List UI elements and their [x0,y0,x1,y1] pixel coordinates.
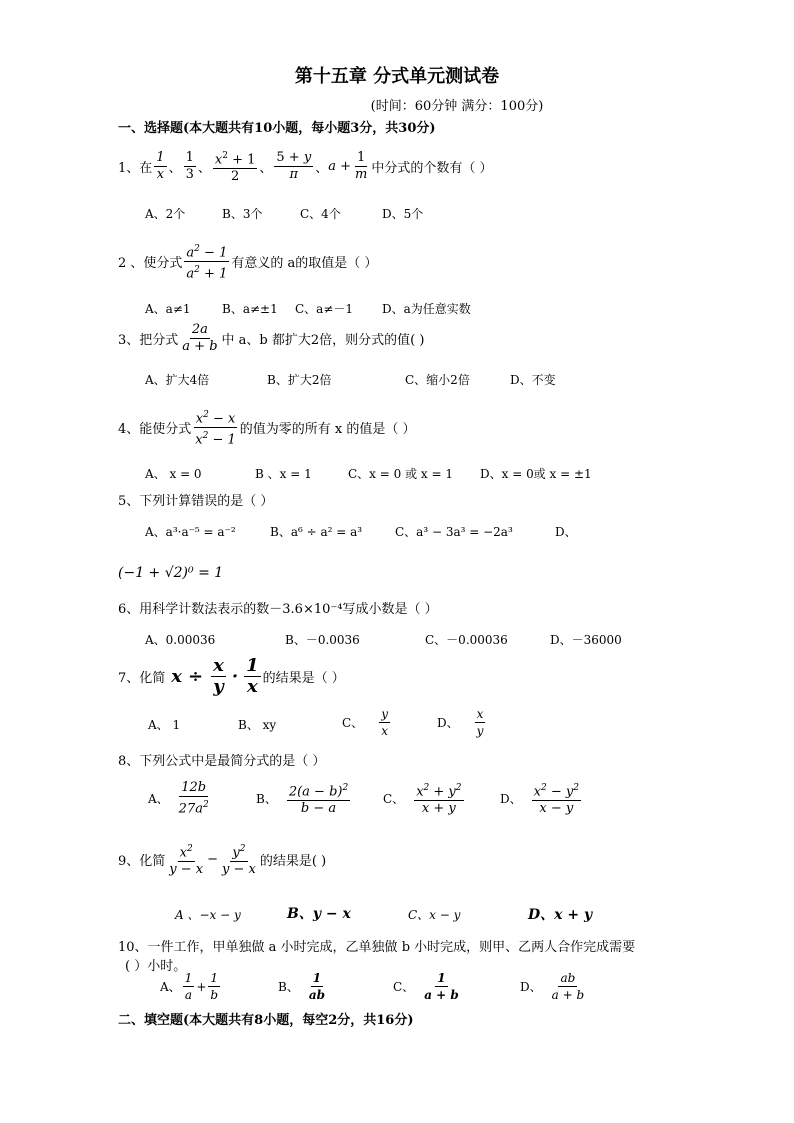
q4-option-b: B 、x = 1 [255,467,312,481]
question-7-suffix: 的结果是（ ） [262,671,345,686]
question-4 [118,407,416,449]
fraction-1-over-m: $\frac{1}{m}$ [355,150,368,183]
q8-option-d: D、 $\frac{x^2 - y^2}{x - y}$ [500,780,583,817]
q10-option-a: A、 $\frac{1}{a}$ + $\frac{1}{b}$ [160,971,219,1002]
question-1-suffix: 中分式的个数有（ ） [371,161,493,177]
question-2 [118,241,377,283]
q5-option-d: D、 [555,525,577,539]
q1-option-c: C、4个 [300,207,341,221]
q4-option-d: D、x = 0或 x = ±1 [480,467,592,481]
question-9-suffix: 的结果是( ) [259,854,327,870]
q3-option-a: A、扩大4倍 [145,373,210,387]
q1-option-b: B、3个 [222,207,263,221]
q10-option-c: C、 $\frac{1}{a + b}$ [393,971,459,1002]
q7-option-b: B、 xy [238,718,277,732]
q3-option-c: C、缩小2倍 [405,373,470,387]
q10-option-b: B、 $\frac{1}{ab}$ [278,971,325,1002]
fraction-x2minusx-over-x2minus1: $\frac{x^2 - x}{x^2 - 1}$ [193,407,238,449]
question-3-prefix: 3、把分式 [118,333,179,348]
question-7-prefix: 7、化简 [118,671,166,686]
q8-option-a: A、 $\frac{12b}{27a^2}$ [148,780,209,817]
q1-option-d: D、5个 [382,207,424,221]
exam-info: (时间：60分钟 满分：100分) [370,99,544,114]
question-2-prefix: 2 、使分式 [118,256,183,272]
q6-option-d: D、－36000 [550,633,622,647]
q6-option-a: A、0.00036 [145,633,216,647]
fraction-5plusy-over-pi: $\frac{5 + y}{\pi}$ [276,150,312,183]
q9-option-b: B、y − x [287,906,351,922]
q2-option-d: D、a为任意实数 [382,302,471,316]
fraction-1-over-x: $\frac{1}{x}$ [156,150,165,183]
q9-option-a: A 、−x − y [175,908,241,922]
fraction-1-over-x-bold: $\frac{1}{x}$ [246,655,259,697]
question-1-prefix: 1、在 [118,161,153,177]
question-9: 9、化简 $\frac{x^2}{y - x}$ − $\frac{y^2}{y - x}$ 的结果是( ) [118,841,326,878]
q6-option-c: C、－0.00036 [425,633,508,647]
q8-option-b: B、 $\frac{2(a - b)^2}{b - a}$ [256,780,352,817]
q2-option-b: B、a≠±1 [222,302,278,316]
q6-option-b: B、－0.0036 [285,633,360,647]
question-7: 7、化简 x ÷ $\frac{x}{y}$ · $\frac{1}{x}$ 的结果是（ ） [118,655,345,697]
q9-option-d: D、x + y [528,907,593,923]
fraction-2a-over-aplusb: $\frac{2a}{a + b}$ [182,322,218,354]
section-2-heading: 二、填空题(本大题共有8小题，每空2分，共16分) [118,1013,414,1028]
section-1-heading: 一、选择题(本大题共有10小题，每小题3分，共30分) [118,121,436,136]
question-10-line-1: 10、一件工作，甲单独做 a 小时完成，乙单独做 b 小时完成，则甲、乙两人合作完成需要 [118,940,636,955]
q2-option-a: A、a≠1 [145,302,191,316]
q2-option-c: C、a≠－1 [295,302,354,316]
question-9-prefix: 9、化简 [118,854,166,870]
fraction-a2minus1-over-a2plus1: $\frac{a^2 - 1}{a^2 + 1}$ [184,241,229,283]
fraction-x2plus1-over-2: $\frac{x^2 + 1}{2}$ [213,148,258,185]
fraction-y2-over-yminusx: $\frac{y^2}{y - x}$ [220,841,258,878]
q5-option-c: C、a³ − 3a³ = −2a³ [395,525,513,539]
q5-option-b: B、a⁶ ÷ a² = a³ [270,525,363,539]
q3-option-d: D、不变 [510,373,556,387]
q9-option-c: C、x − y [408,908,461,922]
q1-option-a: A、2个 [145,207,186,221]
q4-option-c: C、x = 0 或 x = 1 [348,467,453,481]
question-5: 5、下列计算错误的是（ ） [118,494,274,509]
q8-option-c: C、 $\frac{x^2 + y^2}{x + y}$ [383,780,466,817]
question-3 [118,322,424,355]
q4-option-a: A、 x = 0 [145,467,202,481]
question-4-suffix: 的值为零的所有 x 的值是（ ） [239,422,416,438]
fraction-x-over-y: $\frac{x}{y}$ [213,655,224,697]
question-4-prefix: 4、能使分式 [118,422,192,438]
q10-option-d: D、 $\frac{ab}{a + b}$ [520,971,585,1002]
q5-option-a: A、a³·a⁻⁵ = a⁻² [145,525,236,539]
question-1: 1、在 $\frac{1}{x}$ 、 $\frac{1}{3}$ 、 $\frac{x^2 + 1}{2}$ 、 $\frac{5 + y}{\pi}$ 、 a + $\frac{1}{m}$ 中分式的个数有（ ） [118,148,492,185]
question-8: 8、下列公式中是最简分式的是（ ） [118,754,326,769]
q5-option-d-expression: (−1 + √2)⁰ = 1 [118,565,224,581]
q7-option-a: A、 1 [148,718,181,732]
page-title: 第十五章 分式单元测试卷 [294,66,500,87]
question-10-line-2: ( ）小时。 [125,959,187,974]
question-2-suffix: 有意义的 a的取值是（ ） [231,256,378,272]
fraction-x2-over-yminusx: $\frac{x^2}{y - x}$ [167,841,205,878]
q7-option-c: C、 $\frac{y}{x}$ [342,707,388,738]
question-3-suffix: 中 a、b 都扩大2倍，则分式的值( ) [221,333,425,348]
fraction-1-over-3: $\frac{1}{3}$ [185,150,194,183]
q7-option-d: D、 $\frac{x}{y}$ [437,707,484,738]
question-6: 6、用科学计数法表示的数－3.6×10⁻⁴写成小数是（ ） [118,602,438,617]
q3-option-b: B、扩大2倍 [267,373,332,387]
